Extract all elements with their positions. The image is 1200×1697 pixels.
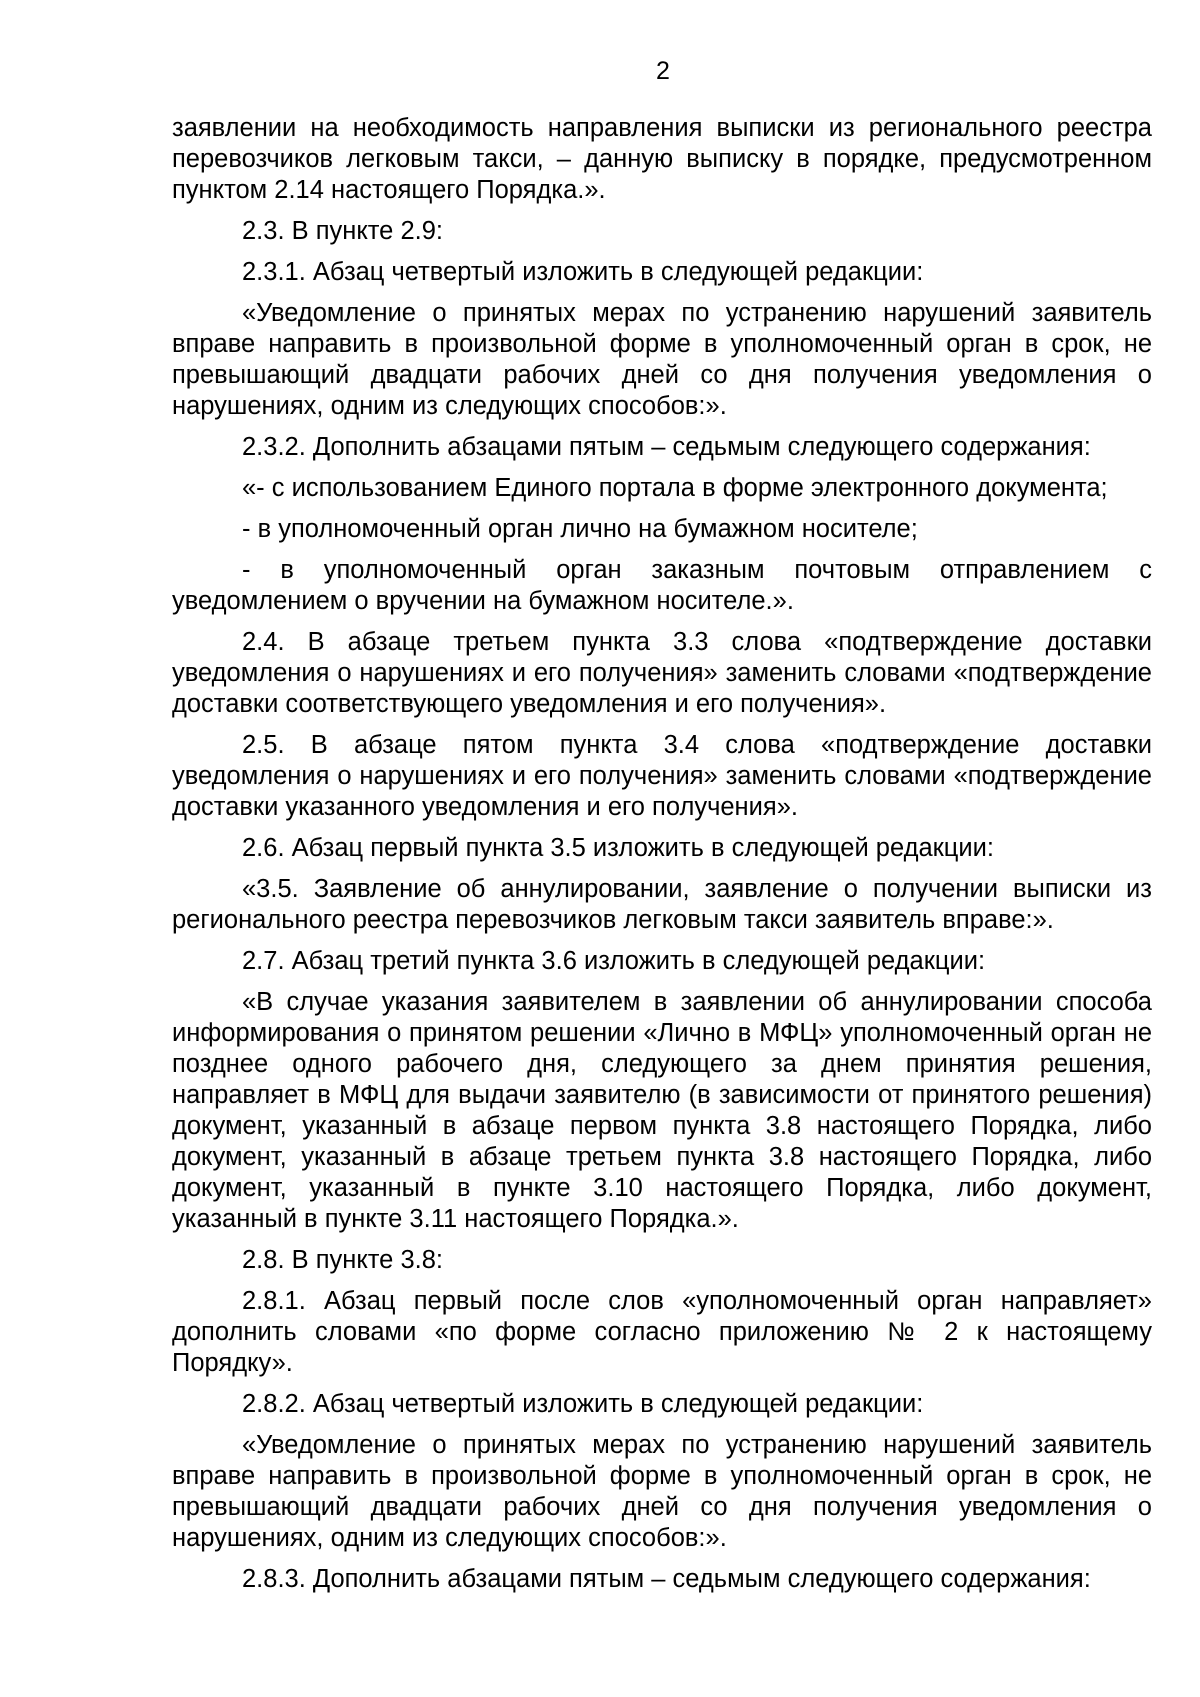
- paragraph: заявлении на необходимость направления выписки из регионального реестра перевозчиков легковым такси, – данную выписку в порядке, предусмотренном пунктом 2.14 настоящего Порядка.».: [172, 114, 1152, 204]
- page-number: 2: [656, 57, 670, 85]
- paragraph: 2.6. Абзац первый пункта 3.5 изложить в следующей редакции:: [242, 834, 994, 862]
- paragraph: - в уполномоченный орган лично на бумажном носителе;: [242, 515, 918, 543]
- paragraph: «Уведомление о принятых мерах по устранению нарушений заявитель вправе направить в произвольной форме в уполномоченный орган в срок, не превышающий двадцати рабочих дней со дня получения уведомления о нарушениях, одним из следующих способов:».: [172, 1431, 1152, 1552]
- paragraph: 2.4. В абзаце третьем пункта 3.3 слова «подтверждение доставки уведомления о нарушениях и его получения» заменить словами «подтверждение доставки соответствующего уведомления и его получения».: [172, 628, 1152, 718]
- paragraph: 2.8. В пункте 3.8:: [242, 1246, 443, 1274]
- paragraph: «В случае указания заявителем в заявлении об аннулировании способа информирования о принятом решении «Лично в МФЦ» уполномоченный орган не позднее одного рабочего дня, следующего за днем принятия решения, направляет в МФЦ для выдачи заявителю (в зависимости от принятого решения) документ, указанный в абзаце первом пункта 3.8 настоящего Порядка, либо документ, указанный в абзаце третьем пункта 3.8 настоящего Порядка, либо документ, указанный в пункте 3.10 настоящего Порядка, либо документ, указанный в пункте 3.11 настоящего Порядка.».: [172, 988, 1152, 1233]
- paragraph: 2.8.2. Абзац четвертый изложить в следующей редакции:: [242, 1390, 924, 1418]
- paragraph: 2.5. В абзаце пятом пункта 3.4 слова «подтверждение доставки уведомления о нарушениях и его получения» заменить словами «подтверждение доставки указанного уведомления и его получения».: [172, 731, 1152, 821]
- paragraph: «3.5. Заявление об аннулировании, заявление о получении выписки из регионального реестра перевозчиков легковым такси заявитель вправе:».: [172, 875, 1152, 934]
- paragraph: 2.7. Абзац третий пункта 3.6 изложить в следующей редакции:: [242, 947, 986, 975]
- paragraph: 2.3.2. Дополнить абзацами пятым – седьмым следующего содержания:: [242, 433, 1091, 461]
- paragraph: 2.8.3. Дополнить абзацами пятым – седьмым следующего содержания:: [242, 1565, 1091, 1593]
- paragraph: - в уполномоченный орган заказным почтовым отправлением с уведомлением о вручении на бумажном носителе.».: [172, 556, 1152, 615]
- document-body: [172, 113, 1152, 1605]
- paragraph: «- с использованием Единого портала в форме электронного документа;: [242, 474, 1108, 502]
- paragraph: «Уведомление о принятых мерах по устранению нарушений заявитель вправе направить в произвольной форме в уполномоченный орган в срок, не превышающий двадцати рабочих дней со дня получения уведомления о нарушениях, одним из следующих способов:».: [172, 299, 1152, 420]
- paragraph: 2.8.1. Абзац первый после слов «уполномоченный орган направляет» дополнить словами «по форме согласно приложению № 2 к настоящему Порядку».: [172, 1287, 1152, 1377]
- paragraph: 2.3.1. Абзац четвертый изложить в следующей редакции:: [242, 258, 924, 286]
- paragraph: 2.3. В пункте 2.9:: [242, 217, 443, 245]
